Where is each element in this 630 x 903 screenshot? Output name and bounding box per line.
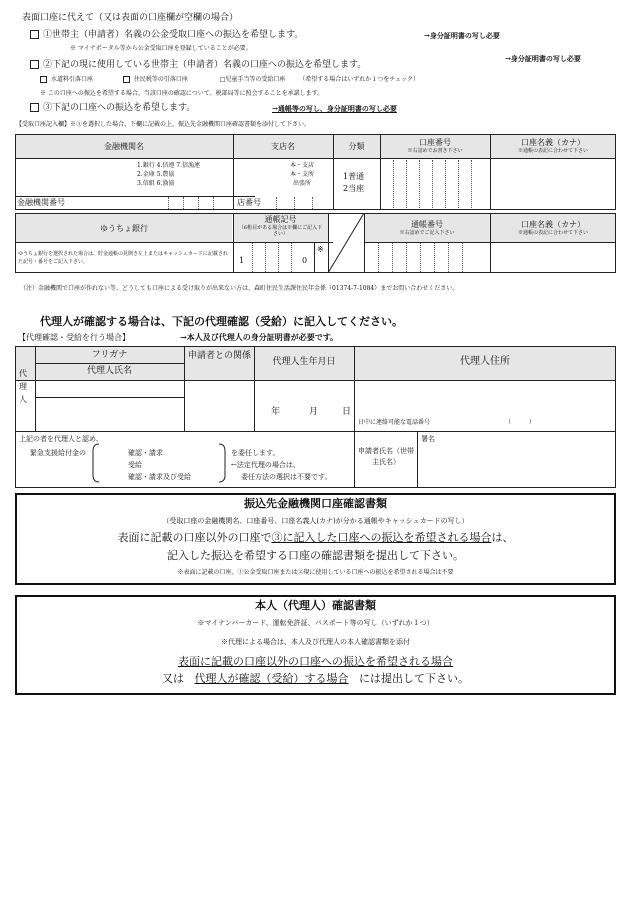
doc2-line-1: 表面に記載の口座以外の口座への振込を希望される場合 <box>178 655 453 668</box>
doc2-title: 本人（代理人）確認書類 <box>255 599 376 612</box>
h-number: 口座番号 <box>419 138 451 147</box>
h-passbook-symbol: 通帳記号 <box>264 215 297 224</box>
option-2-checkbox[interactable] <box>30 60 39 69</box>
birth-year-label: 年 <box>271 407 281 417</box>
doc2-line-2: 又は 代理人が確認（受給）する場合 には提出して下さい。 <box>162 672 469 685</box>
option-1-checkbox[interactable] <box>30 30 39 39</box>
delegate-line-2: 緊急支援給付金の <box>30 449 86 457</box>
tax-checkbox[interactable] <box>123 76 130 83</box>
symbol-first-digit: 1 <box>239 256 245 265</box>
option-3: ③下記の口座への振込を希望します。 <box>30 103 195 113</box>
h-agent-name: 代理人氏名 <box>86 366 132 376</box>
branch-types-1: 本・支店 <box>290 162 315 169</box>
doc1-line-1: 表面に記載の口座以外の口座で③に記入した口座への振込を希望される場合は、 <box>117 531 514 544</box>
option-1-note: →身分証明書の写し必要 <box>424 31 500 40</box>
delegate-line-1: 上記の者を代理人と認め、 <box>19 435 103 443</box>
h-branch: 支店名 <box>271 142 295 151</box>
account-footnote: （注）金融機関で口座が作れない等、どうしても口座による受け取りが出来ない方は、森町住民生活課住民年金係（01374-7-1084）までお問い合わせください。 <box>20 285 459 292</box>
option-2-sub: ※ この口座への振込を希望する場合、当該口座の確認について、税部局等に照会することを承諾します。 <box>40 90 324 97</box>
yucho-note: ゆうちょ銀行を選択された場合は、貯金通帳の見開き左上またはキャッシュカードに記載された記号・番号をご記入下さい。 <box>18 251 228 265</box>
yucho-label: ゆうちょ銀行 <box>100 224 148 233</box>
class-1: 1普通 <box>343 172 365 181</box>
phone-label: 日中に連絡可能な電話番号 <box>358 419 431 426</box>
right-bracket <box>218 443 226 483</box>
signature-label: 署名 <box>421 435 435 443</box>
option-2: ②下記の現に使用している世帯主（申請者）名義の口座への振込を希望します。 <box>30 60 366 70</box>
branch-code-label: 店番号 <box>237 198 261 207</box>
h-address: 代理人住所 <box>460 356 510 367</box>
birth-day-label: 日 <box>342 407 352 417</box>
h-yucho-account-name: 口座名義（カナ） <box>521 220 585 229</box>
bank-types-3: 3.信組 6.漁協 <box>137 180 175 187</box>
h-passbook-number-sub: ※右詰めでご記入下さい <box>399 230 455 236</box>
left-bracket <box>92 443 100 483</box>
h-passbook-symbol-sub: （6桁目がある場合は※欄にご記入下さい） <box>238 225 323 237</box>
h-birthdate: 代理人生年月日 <box>272 357 336 367</box>
doc2-sub-2: ※代理による場合は、本人及び代理人の本人確認書類を添付 <box>221 638 410 646</box>
symbol-mark: ※ <box>317 245 324 254</box>
branch-types-2: 本・支所 <box>290 171 315 178</box>
class-2: 2当座 <box>343 184 365 193</box>
agent-side-label: 代理人 <box>19 369 27 404</box>
agent-sub: 【代理確認・受給を行う場合】 <box>18 333 130 342</box>
bank-types-2: 2.金庫 5.農協 <box>137 171 175 178</box>
delegate-line-3: を委任します。 <box>231 449 280 457</box>
doc1-title: 振込先金融機関口座確認書類 <box>244 497 387 510</box>
delegate-line-5: 委任方法の選択は不要です。 <box>241 473 332 481</box>
option-2-note: →身分証明書の写し必要 <box>505 54 581 63</box>
phone-paren: （ ） <box>505 419 536 426</box>
h-passbook-number: 通帳番号 <box>411 220 443 229</box>
choice-1[interactable]: 確認・請求 <box>128 449 163 457</box>
h-bank: 金融機関名 <box>104 142 144 151</box>
option-2-choices: 水道料引落口座 住民税等の引落口座 □児童手当等の受給口座 （希望する場合はいずれか１つをチェック） <box>40 76 419 84</box>
doc2-sub: ※マイナンバーカード、運転免許証、パスポート等の写し（いずれか１つ） <box>197 619 434 627</box>
agent-sub-note: →本人及び代理人の身分証明書が必要です。 <box>180 332 339 342</box>
option-3-checkbox[interactable] <box>30 103 39 112</box>
bank-code-label: 金融機関番号 <box>17 198 65 207</box>
account-instruction: 【受取口座記入欄】※③を選択した場合、下欄に記載の上、振込先金融機関口座確認書類を添付して下さい。 <box>16 121 311 128</box>
choice-2[interactable]: 受給 <box>128 461 142 469</box>
heading: 表面口座に代えて（又は表面の口座欄が空欄の場合） <box>22 13 239 23</box>
option-3-note: →通帳等の写し、身分証明書の写し必要 <box>272 104 397 113</box>
h-yucho-account-name-sub: ※通帳の表記に合わせて下さい <box>517 230 588 236</box>
doc1-line-2: 記入した振込を希望する口座の確認書類を提出して下さい。 <box>167 549 464 562</box>
h-account-name: 口座名義（カナ） <box>521 138 585 147</box>
h-furigana: フリガナ <box>91 350 128 360</box>
doc1-sub: （受取口座の金融機関名、口座番号、口座名義人(カナ)が分かる通帳やキャッシュカードの写し） <box>162 517 469 525</box>
yucho-diagonal <box>328 213 364 273</box>
h-number-sub: ※右詰めでお書き下さい <box>407 148 463 154</box>
water-checkbox[interactable] <box>40 76 47 83</box>
h-class: 分類 <box>348 142 365 151</box>
h-relation: 申請者との関係 <box>188 351 252 361</box>
choice-3[interactable]: 確認・請求及び受給 <box>128 473 191 481</box>
child-allowance-choice[interactable]: □児童手当等の受給口座 <box>219 76 286 83</box>
agent-title: 代理人が確認する場合は、下記の代理確認（受給）に記入してください。 <box>40 315 403 328</box>
bank-types-1: 1.銀行 4.信連 7.信漁連 <box>137 162 200 169</box>
doc1-note: ※表面に記載の口座、①公金受取口座または②現に使用している口座への振込を希望される場合は不要 <box>177 569 454 576</box>
option-1-sub: ※ マイナポータル等から公金受取口座を登録していることが必要。 <box>70 45 252 52</box>
symbol-last-digit: 0 <box>302 256 308 265</box>
delegate-line-4: ←法定代理の場合は、 <box>231 461 300 469</box>
option-1: ①世帯主（申請者）名義の公金受取口座への振込を希望します。 <box>30 30 303 40</box>
applicant-name-label: 申請者氏名（世帯主氏名） <box>358 447 414 466</box>
birth-month-label: 月 <box>309 407 319 417</box>
h-account-name-sub: ※通帳の表記に合わせて下さい <box>517 148 588 154</box>
branch-types-3: 出張所 <box>293 180 312 187</box>
